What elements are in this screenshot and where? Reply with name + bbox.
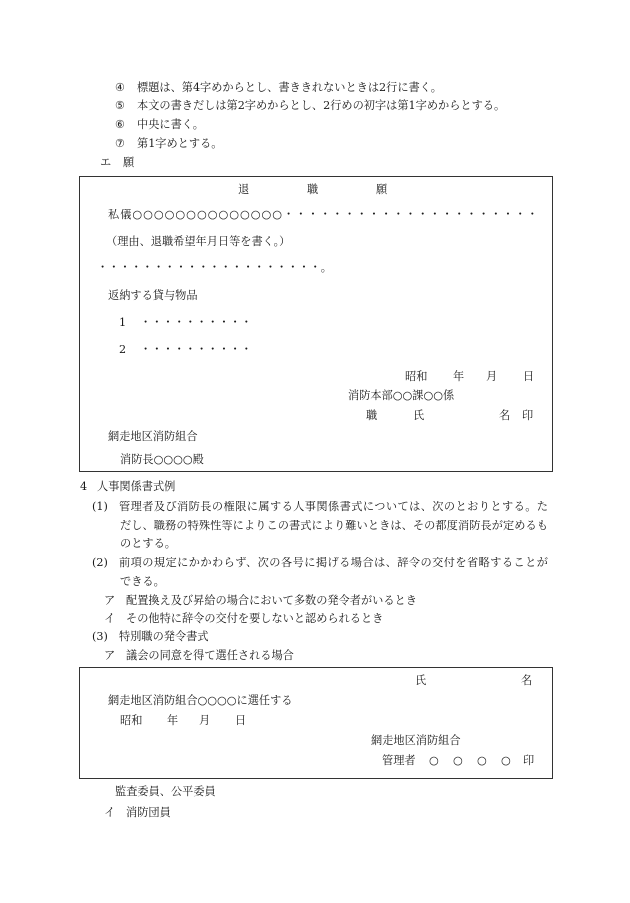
list-item-marker: ⑥ <box>115 118 126 131</box>
clause-marker: (3) <box>92 630 108 643</box>
form-title-char: 願 <box>376 183 388 196</box>
applies-to-note: 監査委員、公平委員 <box>115 785 216 798</box>
seal-mark: 印 <box>523 754 535 767</box>
sub-item-marker: イ <box>104 806 116 819</box>
seal-mark: 印 <box>522 409 534 422</box>
returned-item-dots: ・・・・・・・・・・ <box>140 316 252 329</box>
returned-item-dots: ・・・・・・・・・・ <box>140 343 252 356</box>
date-day: 日 <box>235 714 247 727</box>
returned-items-heading: 返納する貸与物品 <box>108 289 198 302</box>
date-era: 昭和 <box>405 370 428 383</box>
clause-text: のとする。 <box>120 537 176 550</box>
sub-item-text: 消防団員 <box>126 806 171 819</box>
date-era: 昭和 <box>120 714 143 727</box>
issuer-title: 管理者 <box>382 754 416 767</box>
subsection-marker: エ <box>100 156 112 169</box>
recipient-name-label: 名 <box>521 674 533 687</box>
list-item-marker: ⑦ <box>115 137 126 150</box>
recipient-name-label: 氏 <box>415 674 427 687</box>
name-placeholder: ○ <box>453 754 463 767</box>
form-title-char: 職 <box>307 183 319 196</box>
sub-item-text: 議会の同意を得て選任される場合 <box>126 649 294 662</box>
list-item-marker: ④ <box>115 81 126 94</box>
date-year: 年 <box>453 370 465 383</box>
section-number: 4 <box>80 480 88 493</box>
clause-text: 管理者及び消防長の権限に属する人事関係書式については、次のとおりとする。た <box>119 501 548 513</box>
date-day: 日 <box>523 370 535 383</box>
list-item-text: 本文の書きだしは第2字めからとし、2行めの初字は第1字めからとする。 <box>137 99 506 112</box>
subsection-title: 願 <box>123 156 135 169</box>
addressee: 消防長○○○○殿 <box>120 453 204 466</box>
clause-text: 前項の規定にかかわらず、次の各号に掲げる場合は、辞令の交付を省略することが <box>119 557 548 569</box>
reason-note: （理由、退職希望年月日等を書く。） <box>106 235 291 248</box>
section-heading: 人事関係書式例 <box>97 480 176 493</box>
name-placeholder: ○ <box>429 754 439 767</box>
clause-marker: (2) <box>92 556 108 569</box>
appointment-text: 網走地区消防組合○○○○に選任する <box>108 694 293 707</box>
returned-item-number: 2 <box>119 343 127 356</box>
date-month: 月 <box>486 370 498 383</box>
list-item-text: 中央に書く。 <box>137 118 204 131</box>
date-year: 年 <box>167 714 179 727</box>
signature-name-label: 名 <box>499 409 511 422</box>
date-month: 月 <box>199 714 211 727</box>
addressee-organization: 網走地区消防組合 <box>108 430 198 443</box>
signature-position-label: 職 <box>366 409 378 422</box>
name-placeholder: ○ <box>477 754 487 767</box>
sub-item-marker: ア <box>104 649 116 662</box>
sub-item-text: 配置換え及び昇給の場合において多数の発令者がいるとき <box>126 594 417 607</box>
signature-name-label: 氏 <box>413 409 425 422</box>
continuation-line: ・・・・・・・・・・・・・・・・・・・・。 <box>97 261 332 274</box>
sub-item-marker: ア <box>104 594 116 607</box>
sub-item-marker: イ <box>104 612 116 625</box>
name-placeholder: ○ <box>501 754 511 767</box>
list-item-marker: ⑤ <box>115 99 126 112</box>
opening-line: 私儀○○○○○○○○○○○○○○・・・・・・・・・・・・・・・・・・・・・ <box>108 209 538 221</box>
sub-item-text: その他特に辞令の交付を要しないと認められるとき <box>126 612 384 625</box>
returned-item-number: 1 <box>119 316 127 329</box>
clause-text: だし、職務の特殊性等によりこの書式により難いときは、その都度消防長が定めるも <box>120 520 548 532</box>
department: 消防本部○○課○○係 <box>348 389 455 402</box>
clause-text: 特別職の発令書式 <box>119 630 209 643</box>
issuer-organization: 網走地区消防組合 <box>371 734 461 747</box>
clause-text: できる。 <box>120 575 165 588</box>
list-item-text: 第1字めとする。 <box>137 137 223 150</box>
list-item-text: 標題は、第4字めからとし、書ききれないときは2行に書く。 <box>137 81 442 94</box>
form-title-char: 退 <box>238 183 250 196</box>
clause-marker: (1) <box>92 500 108 513</box>
